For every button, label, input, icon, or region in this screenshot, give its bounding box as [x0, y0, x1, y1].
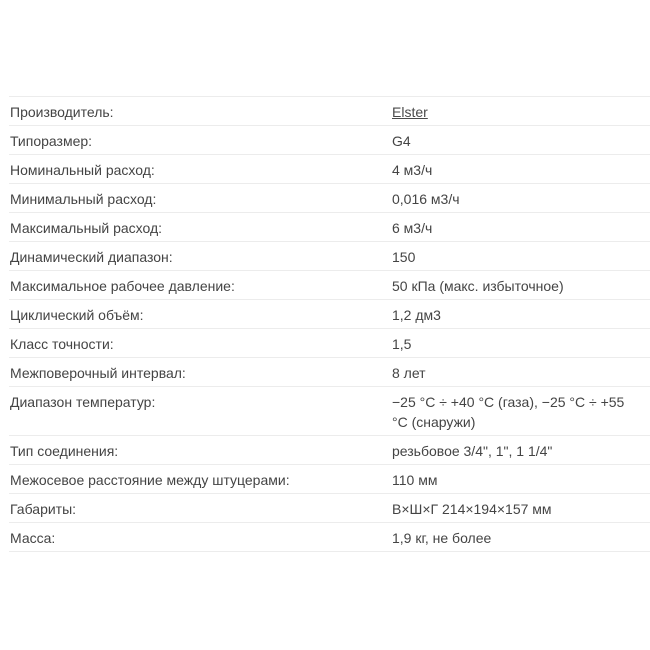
spec-row	[9, 241, 650, 270]
spec-row	[9, 435, 650, 464]
spec-row	[9, 493, 650, 522]
spec-row	[9, 522, 650, 551]
spec-row	[9, 299, 650, 328]
spec-row	[9, 464, 650, 493]
spec-label: Диапазон температур:	[10, 394, 156, 410]
spec-value-cell	[392, 305, 642, 325]
spec-row	[9, 270, 650, 299]
spec-value: резьбовое 3/4", 1", 1 1/4"	[392, 443, 553, 459]
spec-value: 8 лет	[392, 365, 426, 381]
spec-value: 1,5	[392, 336, 412, 352]
spec-label: Тип соединения:	[10, 443, 119, 459]
manufacturer-link[interactable]: Elster	[392, 104, 428, 120]
spec-value-cell	[392, 102, 642, 122]
spec-row	[9, 96, 650, 125]
spec-label: Максимальный расход:	[10, 220, 163, 236]
spec-value: 6 м3/ч	[392, 220, 433, 236]
spec-value: 50 кПа (макс. избыточное)	[392, 278, 564, 294]
spec-value-cell	[392, 528, 642, 548]
spec-label: Минимальный расход:	[10, 191, 157, 207]
spec-value: 0,016 м3/ч	[392, 191, 460, 207]
spec-value-cell	[392, 131, 642, 151]
spec-value: G4	[392, 133, 411, 149]
spec-value-cell	[392, 334, 642, 354]
spec-value-cell	[392, 276, 642, 296]
spec-value-cell	[392, 392, 642, 432]
spec-label: Циклический объём:	[10, 307, 144, 323]
spec-value-cell	[392, 160, 642, 180]
spec-label: Номинальный расход:	[10, 162, 155, 178]
spec-value: 110 мм	[392, 472, 438, 488]
spec-value: 1,9 кг, не более	[392, 530, 492, 546]
spec-value-cell	[392, 247, 642, 267]
spec-label: Типоразмер:	[10, 133, 93, 149]
spec-row	[9, 212, 650, 241]
spec-value: 150	[392, 249, 416, 265]
spec-row	[9, 386, 650, 435]
spec-value-cell	[392, 441, 642, 461]
spec-value-cell	[392, 189, 642, 209]
spec-label: Масса:	[10, 530, 56, 546]
spec-value: 1,2 дм3	[392, 307, 441, 323]
spec-table	[9, 96, 650, 552]
spec-row	[9, 154, 650, 183]
spec-row	[9, 125, 650, 154]
spec-label: Динамический диапазон:	[10, 249, 173, 265]
spec-value: 4 м3/ч	[392, 162, 433, 178]
spec-value: −25 °C ÷ +40 °C (газа), −25 °C ÷ +55 °C (снаружи)	[392, 394, 625, 430]
spec-value-cell	[392, 499, 642, 519]
spec-label: Класс точности:	[10, 336, 114, 352]
spec-value-cell	[392, 218, 642, 238]
spec-label: Производитель:	[10, 104, 114, 120]
spec-row	[9, 357, 650, 386]
spec-label: Габариты:	[10, 501, 77, 517]
spec-value: В×Ш×Г 214×194×157 мм	[392, 501, 552, 517]
spec-value-cell	[392, 470, 642, 490]
spec-value-cell	[392, 363, 642, 383]
spec-row	[9, 183, 650, 212]
spec-label: Межповерочный интервал:	[10, 365, 186, 381]
spec-label: Межосевое расстояние между штуцерами:	[10, 472, 290, 488]
spec-row	[9, 328, 650, 357]
spec-label: Максимальное рабочее давление:	[10, 278, 235, 294]
